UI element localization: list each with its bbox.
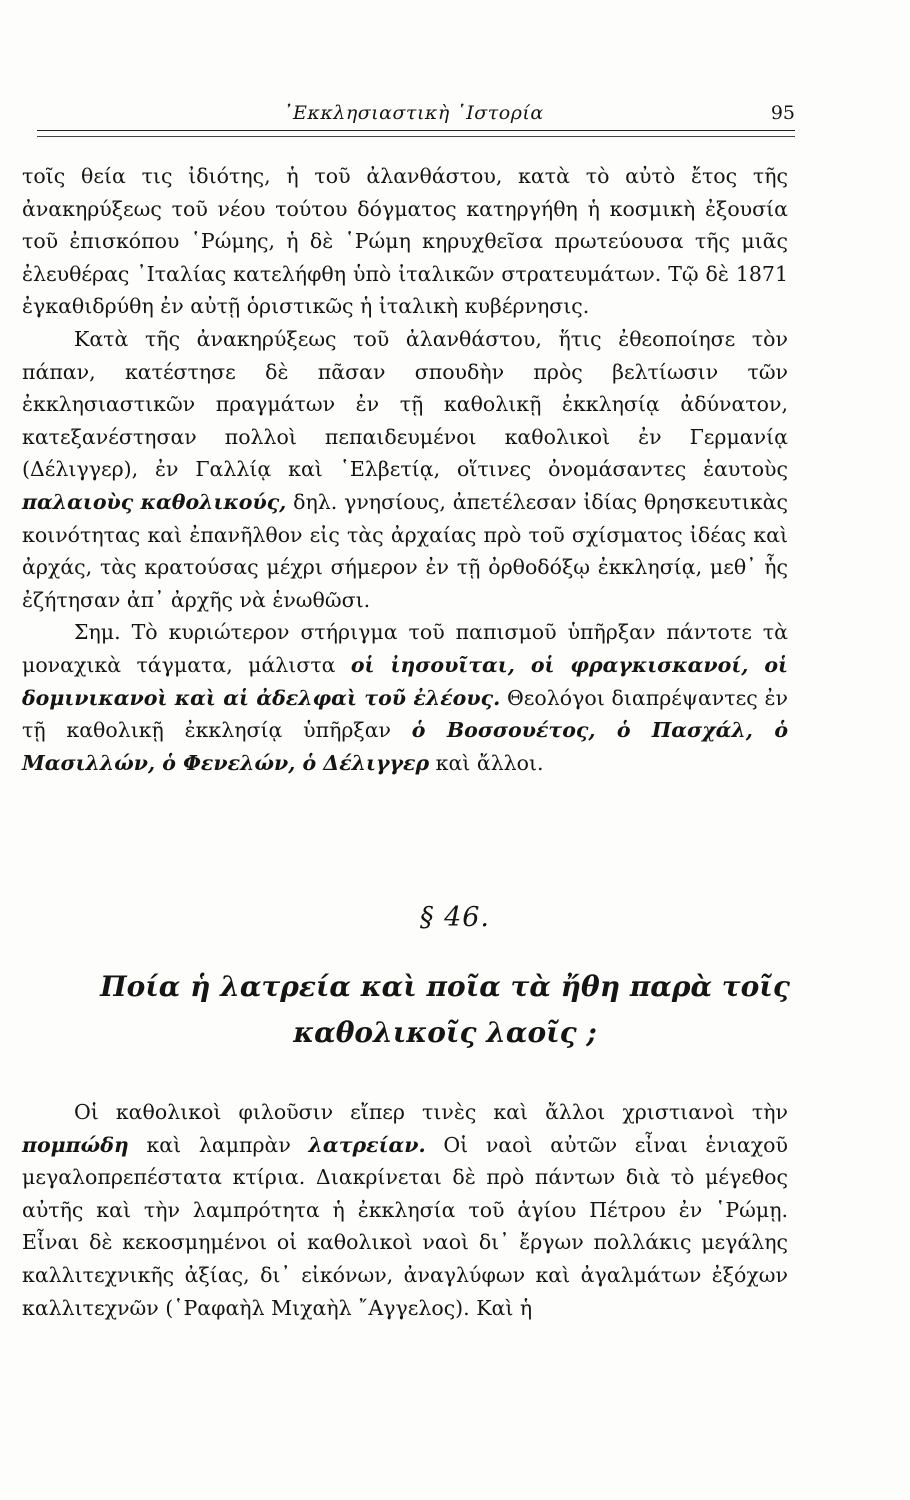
note-paragraph <box>22 616 788 779</box>
paragraph-2-text-c: δηλ. γνησίους, ἀπετέλεσαν ἰδίας θρησκευτικὰς κοινότητας καὶ ἐπανῆλθον εἰς τὰς ἀρχαίας πρὸ τοῦ σχίσματος ἰδέας καὶ ἀρχάς, τὰς κρατούσας μέχρι σήμερον ἐν τῇ ὀρθοδόξῳ ἐκκλησίᾳ, μεθ᾿ ἧς ἐζήτησαν ἀπ᾿ ἀρχῆς νὰ ἑνωθῶσι. <box>22 489 788 612</box>
paragraph-4-text-a: Οἱ καθολικοὶ φιλοῦσιν εἴπερ τινὲς καὶ ἄλλοι χριστιανοὶ τὴν <box>74 1100 788 1124</box>
paragraph-4-text-e: Οἱ ναοὶ αὐτῶν εἶναι ἑνιαχοῦ μεγαλοπρεπέστατα κτίρια. Διακρίνεται δὲ πρὸ πάντων διὰ τὸ μέγεθος αὐτῆς καὶ τὴν λαμπρότητα ἡ ἐκκλησία τοῦ ἁγίου Πέτρου ἐν ῾Ρώμῃ. Εἶναι δὲ κεκοσμημένοι οἱ καθολικοὶ ναοὶ δι᾿ ἔργων πολλάκις μεγάλης καλλιτεχνικῆς ἀξίας, δι᾿ εἰκόνων, ἀναγλύφων καὶ ἀγαλμάτων ἐξόχων καλλιτεχνῶν (῾Ραφαὴλ Μιχαὴλ ῎Αγγελος). Καὶ ἡ <box>22 1132 788 1320</box>
paragraph-2-emphasis: παλαιοὺς καθολικούς, <box>22 489 287 514</box>
paragraph-4 <box>22 1096 788 1324</box>
section-title <box>60 964 830 1056</box>
body-text-lower <box>22 1096 788 1324</box>
paragraph-2-text-a: Κατὰ τῆς ἀνακηρύξεως τοῦ ἀλανθάστου, ἥτις ἐθεοποίησε τὸν πάπαν, κατέστησε δὲ πᾶσαν σπουδὴν πρὸς βελτίωσιν τῶν ἐκκλησιαστικῶν πραγμάτων ἐν τῇ καθολικῇ ἐκκλησίᾳ ἀδύνατον, κατεξανέστησαν πολλοὶ πεπαιδευμένοι καθολικοὶ ἐν Γερμανίᾳ (Δέλιγγερ), ἐν Γαλλίᾳ καὶ ῾Ελβετίᾳ, οἵτινες ὀνομάσαντες ἑαυτοὺς <box>22 326 788 482</box>
paragraph-4-emphasis-worship: λατρείαν. <box>308 1132 426 1157</box>
note-text-c: Θεολόγοι διαπρέψαντες ἐν τῇ καθολικῇ ἐκκλησίᾳ ὑπῆρξαν <box>22 685 788 743</box>
body-text-upper <box>22 160 788 779</box>
running-title: ᾿Εκκλησιαστικὴ ῾Ιστορία <box>283 102 544 124</box>
paragraph-4-text-c: καὶ λαμπρὰν <box>146 1132 291 1157</box>
paragraph-2 <box>22 323 788 616</box>
note-emphasis-theologians: ὁ Βοσσουέτος, ὁ Πασχάλ, ὁ Μασιλλών, ὁ Φενελών, ὁ Δέλιγγερ <box>22 718 788 775</box>
paragraph-1: τοῖς θεία τις ἰδιότης, ἡ τοῦ ἀλανθάστου, κατὰ τὸ αὐτὸ ἔτος τῆς ἀνακηρύξεως τοῦ νέου τούτου δόγματος κατηργήθη ἡ κοσμικὴ ἐξουσία τοῦ ἐπισκόπου ῾Ρώμης, ἡ δὲ ῾Ρώμη κηρυχθεῖσα πρωτεύουσα τῆς μιᾶς ἐλευθέρας ᾿Ιταλίας κατελήφθη ὑπὸ ἰταλικῶν στρατευμάτων. Τῷ δὲ 1871 ἐγκαθιδρύθη ἐν αὐτῇ ὁριστικῶς ἡ ἰταλικὴ κυβέρνησις. <box>22 164 788 319</box>
note-emphasis-orders: οἱ ἰησουῖται, οἱ φραγκισκανοί, οἱ δομινικανοὶ καὶ αἱ ἀδελφαὶ τοῦ ἐλέους. <box>22 652 788 710</box>
page-header <box>37 98 797 128</box>
note-text-a: Σημ. Τὸ κυριώτερον στήριγμα τοῦ παπισμοῦ ὑπῆρξαν πάντοτε τὰ μοναχικὰ τάγματα, μάλιστα <box>22 620 788 677</box>
page-number: 95 <box>770 102 795 124</box>
note-text-e: καὶ ἄλλοι. <box>435 750 544 775</box>
section-title-line-2: καθολικοῖς λαοῖς ; <box>293 1016 597 1049</box>
paragraph-4-emphasis-pompous: πομπώδη <box>22 1132 129 1157</box>
header-rule-top <box>37 130 795 131</box>
section-number: § 46. <box>419 902 491 933</box>
section-title-line-1: Ποία ἡ λατρεία καὶ ποῖα τὰ ἤθη παρὰ τοῖς <box>100 970 790 1003</box>
header-rule-bottom <box>37 136 795 137</box>
